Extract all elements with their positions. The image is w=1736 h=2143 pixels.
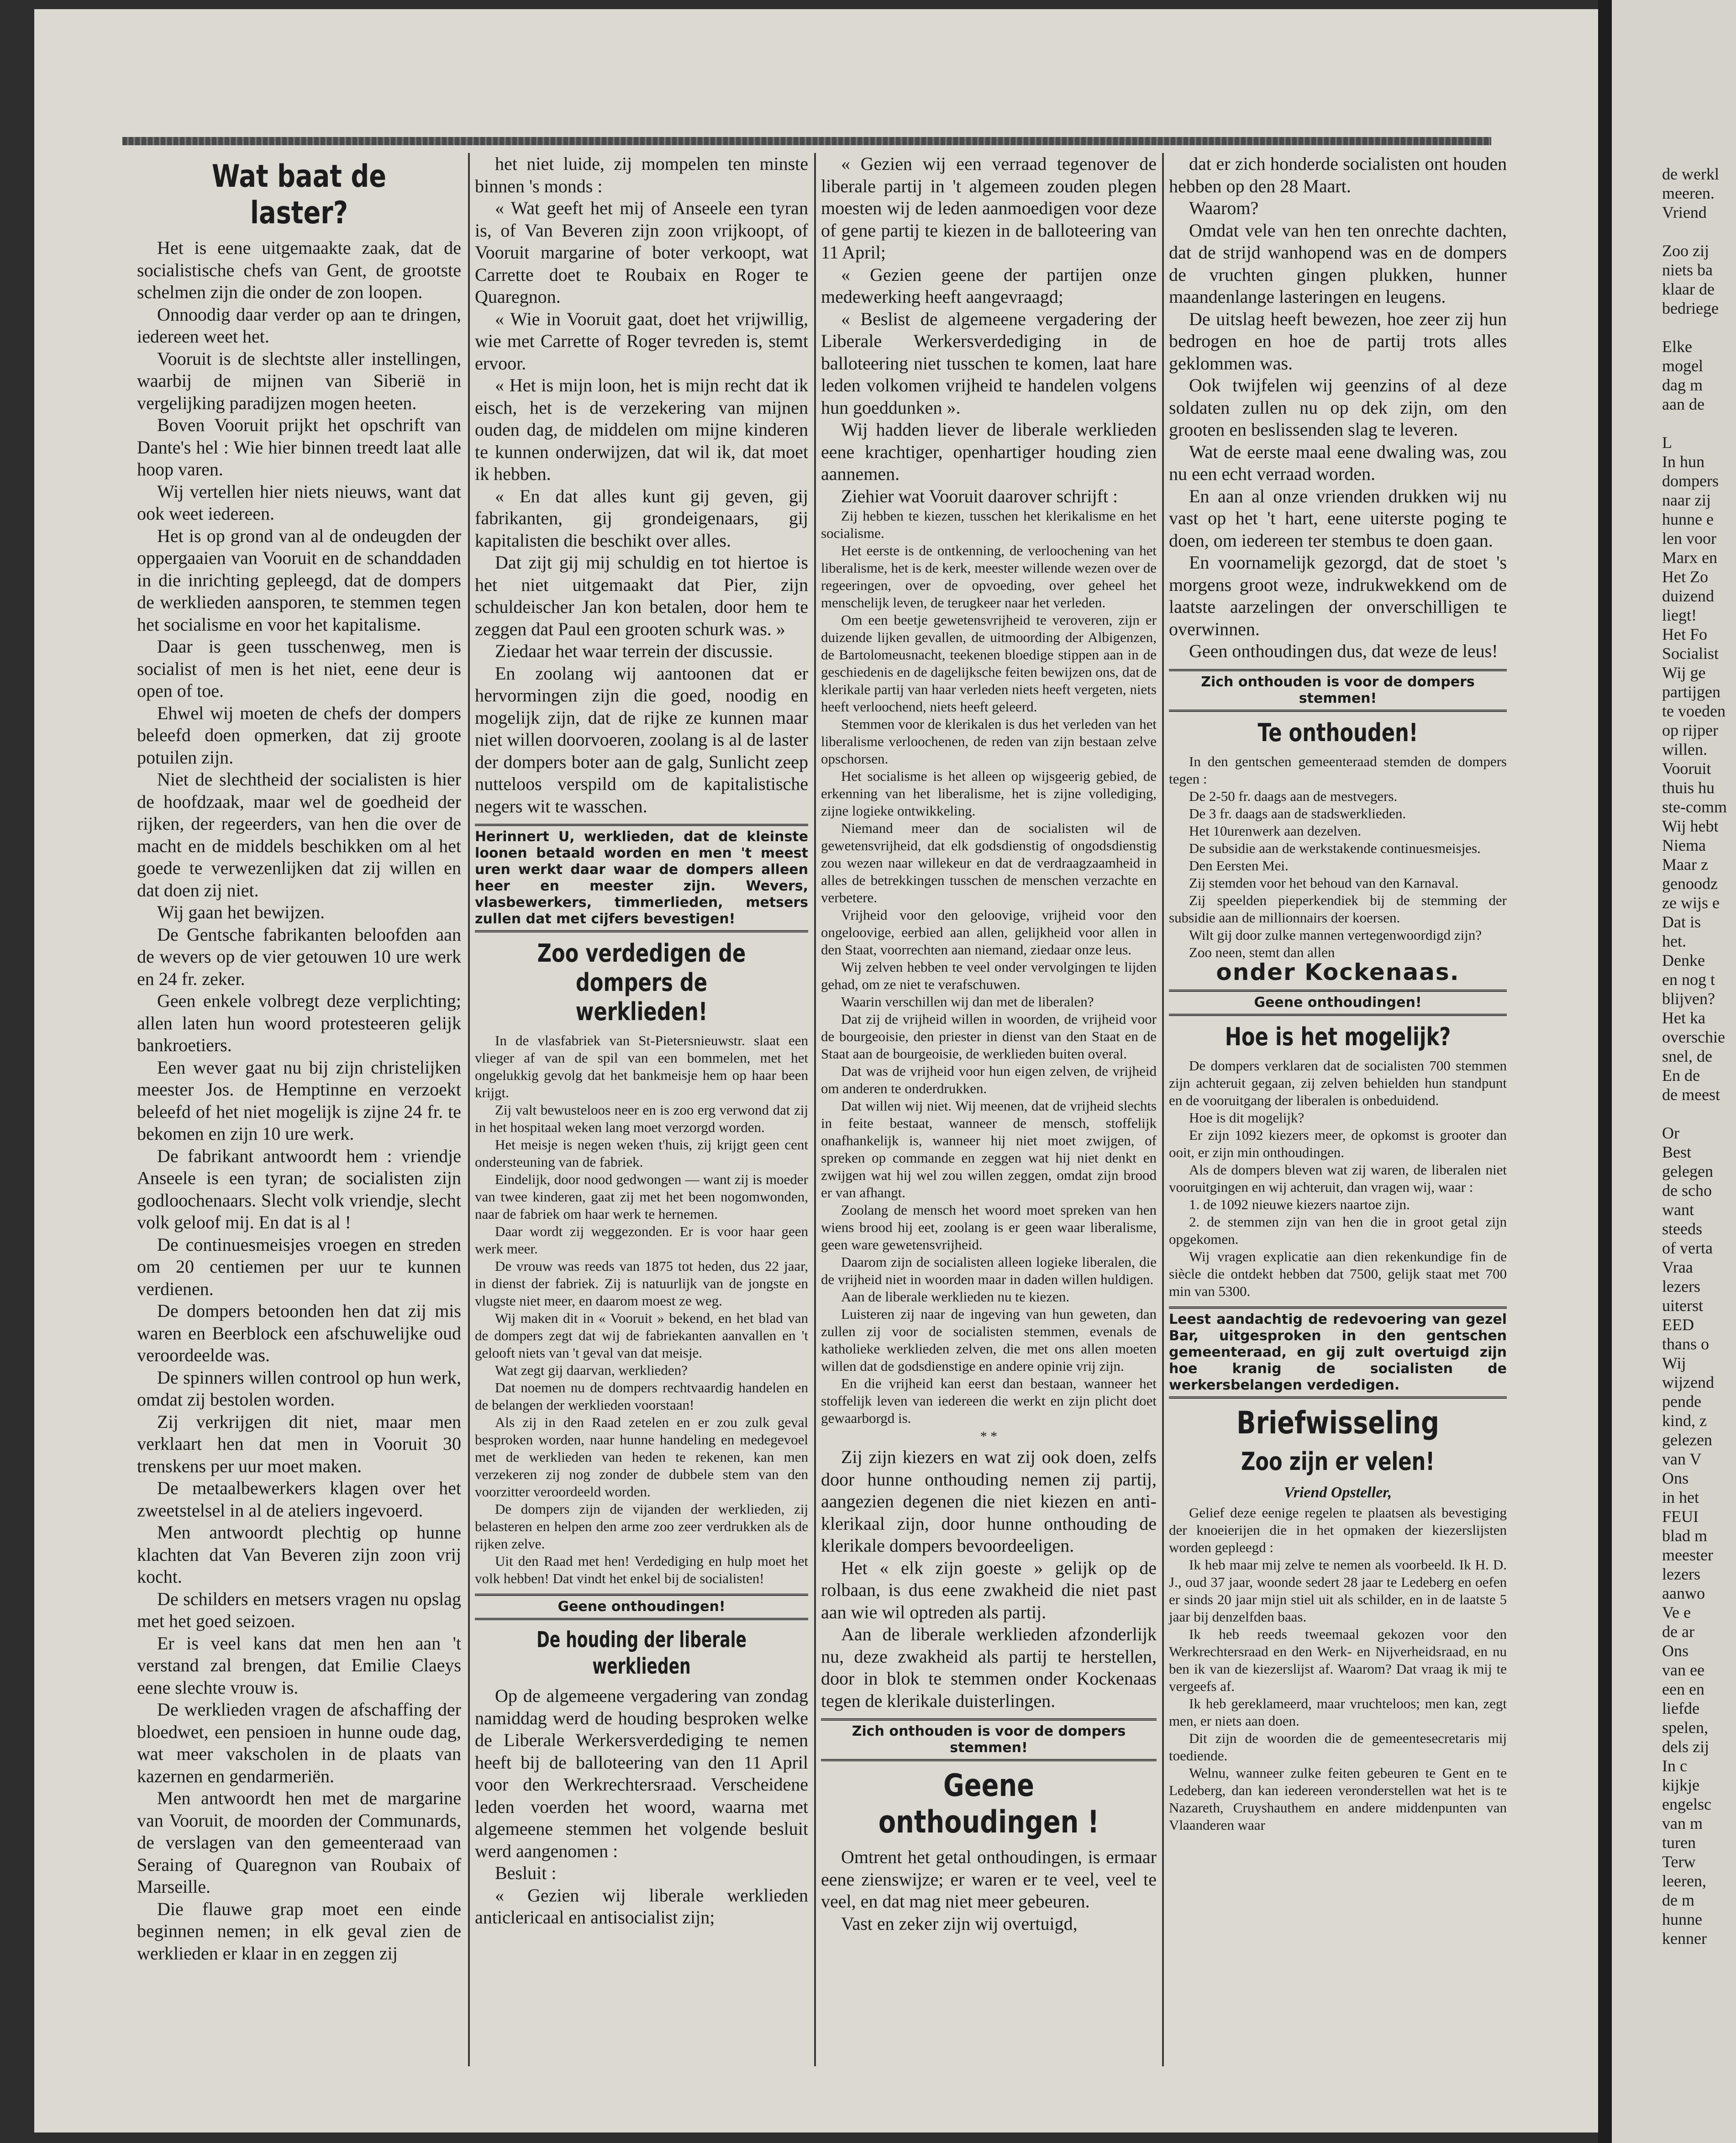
notice-box: Leest aandachtig de redevoering van gezel Bar, uitgesproken in den gentschen gemeenteraad, en gij zult overtuigd zijn hoe kranig de socialisten de werkersbelangen verdedigen. — [1169, 1306, 1507, 1399]
text-fragment: turen — [1662, 1833, 1696, 1852]
paragraph: « En dat alles kunt gij geven, gij fabrikanten, gij grondeigenaars, gij kapitalisten die beschikt over alles. — [475, 485, 808, 551]
text-fragment: Vraa — [1662, 1258, 1693, 1276]
paragraph: Welnu, wanneer zulke feiten gebeuren te Gent en te Ledeberg, dan kan iedereen veronderstellen wat het is te Nazareth, Cruyshauthem en andere middenpunten van Vlaanderen waar — [1169, 1764, 1507, 1833]
paragraph: Ook twijfelen wij geenzins of al deze soldaten zullen nu op dek zijn, om den grooten en beslissenden slag te leveren. — [1169, 375, 1507, 440]
paragraph: En zoolang wij aantoonen dat er hervormingen zijn die goed, noodig en mogelijk zijn, dat de rijke ze kunnen maar niet willen doorvoeren, zoolang is al de laster der dompers boter aan de galg, Sunlicht zeep nutteloos verspild om de kapitalistische negers wit te wasschen. — [475, 663, 808, 816]
paragraph: 1. de 1092 nieuwe kiezers naartoe zijn. — [1189, 1196, 1410, 1212]
text-fragment: lezers — [1662, 1277, 1700, 1295]
paragraph: Het is eene uitgemaakte zaak, dat de socialistische chefs van Gent, de grootste schelmen zijn die onder de zon loopen. — [137, 237, 461, 302]
notice-box: Zich onthouden is voor de dompers stemmen! — [821, 1718, 1157, 1761]
paragraph: Waarin verschillen wij dan met de liberalen? — [841, 994, 1094, 1010]
paragraph: De continuesmeisjes vroegen en streden om 20 centiemen per uur te kunnen verdienen. — [137, 1234, 461, 1299]
text-fragment: In hun — [1662, 453, 1704, 471]
text-fragment: Socialist — [1662, 644, 1719, 663]
text-fragment: uiterst — [1662, 1296, 1703, 1315]
text-fragment: hunne — [1662, 1910, 1702, 1928]
paragraph: « Gezien wij liberale werklieden anticlericaal en antisocialist zijn; — [475, 1885, 808, 1927]
paragraph: Er is veel kans dat men hen aan 't verstand zal brengen, dat Emilie Claeys eene slechte vrouw is. — [137, 1632, 461, 1698]
paragraph: 2. de stemmen zijn van hen die in groot getal zijn opgekomen. — [1169, 1214, 1507, 1247]
article-body — [1169, 153, 1507, 663]
text-fragment: gelezen — [1662, 1431, 1712, 1449]
paragraph: In de vlasfabriek van St-Pietersnieuwstr. slaat een vlieger af van de spil van een bommelen, met het ongelukkig gevolg dat het bankmeisje hem op haar been krijgt. — [475, 1032, 808, 1100]
text-fragment: Niema — [1662, 836, 1706, 854]
header-rule — [122, 137, 1491, 145]
paragraph: In den gentschen gemeenteraad stemden de dompers tegen : — [1169, 753, 1507, 787]
article-title: Zoo verdedigen de dompers de werklieden! — [537, 939, 746, 1026]
text-fragment: Or — [1662, 1124, 1679, 1142]
text-fragment: blijven? — [1662, 990, 1715, 1008]
paragraph: De werklieden vragen de afschaffing der bloedwet, een pensioen in hunne oude dag, wat meer vakscholen in de plaats van kazernen en gendarmeriën. — [137, 1699, 461, 1786]
text-fragment: spelen, — [1662, 1718, 1708, 1737]
text-fragment: partijgen — [1662, 683, 1720, 701]
article-body — [1169, 1057, 1507, 1300]
paragraph: De schilders en metsers vragen nu opslag met het goed seizoen. — [137, 1588, 461, 1631]
text-fragment: leeren, — [1662, 1872, 1706, 1890]
paragraph: Wij vertellen hier niets nieuws, want dat ook weet iedereen. — [137, 481, 461, 524]
text-fragment: FEUI — [1662, 1507, 1699, 1526]
paragraph: Wij hadden liever de liberale werklieden eene krachtiger, openhartiger houding zien aannemen. — [821, 419, 1157, 484]
text-fragment: pende — [1662, 1392, 1701, 1411]
paragraph: Als de dompers bleven wat zij waren, de liberalen niet vooruitgingen en wij achteruit, dan vragen wij, waar : — [1169, 1162, 1507, 1195]
article-body — [475, 1685, 808, 1929]
paragraph: Het meisje is negen weken t'huis, zij krijgt geen cent ondersteuning van de fabriek. — [475, 1137, 808, 1170]
text-fragment: aan de — [1662, 395, 1704, 413]
paragraph: Het socialisme is het alleen op wijsgeerig gebied, de erkenning van het liberalisme, het is zijne vollediging, zijne logieke ontwikkeling. — [821, 768, 1157, 819]
paragraph: De dompers betoonden hen dat zij mis waren en Beerblock een afschuwelijke oud veroordeelde was. — [137, 1301, 461, 1365]
paragraph: De Gentsche fabrikanten beloofden aan de wevers op de vier getouwen 10 ure werk en 24 fr. zeker. — [137, 924, 461, 989]
text-fragment: Dat is — [1662, 913, 1701, 931]
text-fragment: In c — [1662, 1757, 1687, 1775]
article-title: Geene onthoudingen ! — [878, 1768, 1099, 1840]
paragraph: De 2-50 fr. daags aan de mestvegers. — [1189, 788, 1398, 804]
text-fragment: de ar — [1662, 1622, 1694, 1641]
article-body — [821, 1846, 1157, 1935]
paragraph: Daarom zijn de socialisten alleen logieke liberalen, die de vrijheid niet in woorden maar in daden willen huldigen. — [821, 1254, 1157, 1287]
paragraph: Zij hebben te kiezen, tusschen het klerikalisme en het socialisme. — [821, 508, 1157, 541]
article-title: De houding der liberale werklieden — [537, 1627, 747, 1679]
text-fragment: Maar z — [1662, 855, 1708, 874]
paragraph: De 3 fr. daags aan de stadswerklieden. — [1189, 805, 1406, 821]
text-fragment: van V — [1662, 1450, 1702, 1468]
paragraph: Wij zelven hebben te veel onder vervolgingen te lijden gehad, om ze niet te verafschuwen. — [821, 959, 1157, 992]
text-fragment: kenner — [1662, 1929, 1707, 1948]
section-title: Briefwisseling — [1236, 1405, 1439, 1441]
text-fragment: thuis hu — [1662, 779, 1715, 797]
text-fragment: Zoo zij — [1662, 242, 1709, 260]
text-fragment: kind, z — [1662, 1411, 1707, 1430]
text-fragment: op rijper — [1662, 721, 1718, 739]
paragraph: Omtrent het getal onthoudingen, is ermaar eene zienswijze; er waren er te veel, veel te veel, en dat mag niet meer gebeuren. — [821, 1847, 1157, 1911]
paragraph: Om een beetje gewetensvrijheid te veroveren, zijn er duizende lijken gevallen, de uitmoording der Albigenzen, de Bartolomeusnacht, teekenen bloedige stippen aan in de geschiedenis en de dagelijksche feiten bewijzen ons, dat de klerikale partij van haar verleden niets heeft vergeten, niets heeft verloochend, niets heeft geleerd. — [821, 612, 1157, 715]
paragraph: Waarom? — [1189, 198, 1259, 218]
text-fragment: het. — [1662, 932, 1686, 950]
column-2 — [475, 153, 808, 1929]
text-fragment: len voor — [1662, 529, 1716, 548]
salutation: Vriend Opsteller, — [1284, 1484, 1392, 1501]
text-fragment: dels zij — [1662, 1738, 1709, 1756]
text-fragment: engelsc — [1662, 1795, 1711, 1813]
paragraph: Ziehier wat Vooruit daarover schrijft : — [841, 485, 1118, 506]
paragraph: Aan de liberale werklieden nu te kiezen. — [841, 1289, 1070, 1305]
paragraph: Op de algemeene vergadering van zondag namiddag werd de houding besproken welke de Liberale Werkersverdediging te nemen heeft bij de balloteering van den 11 April voor den Werkrechtersraad. Verscheidene leden voerden het woord, waarna met algemeene stemmen het volgende besluit werd aangenomen : — [475, 1685, 808, 1861]
paragraph: Zoolang de mensch het woord moet spreken van hen wiens brood hij eet, zoolang is er geen waar liberalisme, geen ware gewetensvrijheid. — [821, 1202, 1157, 1253]
paragraph: Uit den Raad met hen! Verdediging en hulp moet het volk hebben! Dat vindt het enkel bij de socialisten! — [475, 1553, 808, 1586]
paragraph: Ik heb maar mij zelve te nemen als voorbeeld. Ik H. D. J., oud 37 jaar, woonde sedert 28 jaar te Ledeberg en oefen er sinds 20 jaar mijn stiel uit als schilder, en in de laatste 5 jaar bij denzelfden baas. — [1169, 1556, 1507, 1625]
paragraph: Ziedaar het waar terrein der discussie. — [495, 641, 773, 661]
paragraph: Een wever gaat nu bij zijn christelijken meester Jos. de Hemptinne en verzoekt beleefd of het niet mogelijk is zijne 24 fr. te bekomen en zijn 10 ure werk. — [137, 1057, 461, 1144]
paragraph: Wat zegt gij daarvan, werklieden? — [495, 1362, 688, 1378]
text-fragment: meeren. — [1662, 184, 1715, 202]
text-fragment: naar zij — [1662, 491, 1711, 509]
text-fragment: Ve e — [1662, 1603, 1691, 1622]
paragraph: Ik heb gereklameerd, maar vruchteloos; men kan, zegt men, er niets aan doen. — [1169, 1695, 1507, 1729]
text-fragment: kijkje — [1662, 1776, 1699, 1794]
text-fragment: meester — [1662, 1546, 1713, 1564]
text-fragment: de werkl — [1662, 165, 1719, 183]
text-fragment: Best — [1662, 1143, 1692, 1161]
text-fragment: Wij hebt — [1662, 817, 1719, 835]
column-rule — [1162, 153, 1164, 2066]
paragraph: Luisteren zij naar de ingeving van hun geweten, dan zullen zij voor de socialisten stemmen, evenals de katholieke werklieden zelven, die met ons allen moeten willen dat de godsdienstige en andere opinie vrij zijn. — [821, 1306, 1157, 1374]
text-fragment: lezers — [1662, 1565, 1700, 1583]
article-title: Te onthouden! — [1257, 718, 1418, 747]
article-body — [1169, 753, 1507, 961]
article-title: Zoo zijn er velen! — [1241, 1447, 1435, 1476]
column-rule — [468, 153, 470, 2066]
article-body — [475, 1032, 808, 1587]
paragraph: Ehwel wij moeten de chefs der dompers beleefd doen opmerken, dat zij groote potuilen zijn. — [137, 702, 461, 768]
text-fragment: klaar de — [1662, 280, 1715, 298]
text-fragment: ste-comm — [1662, 798, 1727, 816]
paragraph: Aan de liberale werklieden afzonderlijk nu, deze zwakheid als partij te herstellen, door in blok te stemmen onder Kockenaas tegen de klerikale duisterlingen. — [821, 1624, 1157, 1711]
candidate-name: onder Kockenaas. — [1216, 958, 1460, 985]
paragraph: Wij maken dit in « Vooruit » bekend, en het blad van de dompers zegt dat wij de fabriekanten aanvallen en 't gelooft niets van 't geval van dat meisje. — [475, 1310, 808, 1361]
notice-box: Geene onthoudingen! — [475, 1594, 808, 1620]
paragraph: Niet de slechtheid der socialisten is hier de hoofdzaak, maar wel de goedheid der rijken, der regeerders, van hen die over de macht en de middels beschikken om al het goede te verwezenlijken dat zij willen en dat doen zij niet. — [137, 769, 461, 900]
paragraph: Daar wordt zij weggezonden. Er is voor haar geen werk meer. — [475, 1223, 808, 1257]
text-fragment: de m — [1662, 1891, 1694, 1909]
paragraph: Het eerste is de ontkenning, de verloochening van het liberalisme, het is de kerk, meester willende wezen over de regeeringen, over de opvoeding, over geheel het menschelijk leven, de terugkeer naar het verleden. — [821, 542, 1157, 611]
paragraph: Men antwoordt plechtig op hunne klachten dat Van Beveren zijn zoon vrij kocht. — [137, 1522, 461, 1587]
text-fragment: Het Zo — [1662, 568, 1708, 586]
paragraph: Niemand meer dan de socialisten wil de gewetensvrijheid, dat elk godsdienstig of ongodsdienstig zou wezen naar willekeur en dat de verdraagzaamheid in alles de betrekkingen tusschen de menschen verzachte en verbetere. — [821, 820, 1157, 906]
text-fragment: de scho — [1662, 1181, 1712, 1200]
paragraph: De fabrikant antwoordt hem : vriendje Anseele is een tyran; de socialisten zijn godloochenaars. Slecht volk vriendje, slecht volk geloof mij. En dat is al ! — [137, 1145, 461, 1232]
text-fragment: en nog t — [1662, 970, 1715, 989]
text-fragment: Elke — [1662, 337, 1692, 356]
paragraph: Omdat vele van hen ten onrechte dachten, dat de strijd wanhopend was en de dompers de vruchten gingen plukken, hunner maandenlange lasteringen en leugens. — [1169, 220, 1507, 307]
paragraph: « Gezien wij een verraad tegenover de liberale partij in 't algemeen zouden plegen moesten wij de leden aanmoedigen voor deze of gene partij te kiezen in de balloteering van 11 April; — [821, 153, 1157, 263]
text-fragment: dag m — [1662, 376, 1703, 394]
text-fragment: in het — [1662, 1488, 1699, 1506]
paragraph: Dat zijt gij mij schuldig en tot hiertoe is het niet uitgemaakt dat Pier, zijn schuldeischer Jan kon betalen, door hem te zeggen dat Paul een grooten schurk was. » — [475, 552, 808, 639]
paragraph: Zij zijn kiezers en wat zij ook doen, zelfs door hunne onthouding nemen zij partij, aangezien degenen die niet kiezen en anti-klerikaal zijn, door hunne onthouding de klerikale dompers bevoordeeligen. — [821, 1447, 1157, 1556]
paragraph: De uitslag heeft bewezen, hoe zeer zij hun bedrogen en hoe de partij trots alles geklommen was. — [1169, 308, 1507, 374]
paragraph: Wij vragen explicatie aan dien rekenkundige fin de siècle die ontdekt hebben dat 7500, gelijk staat met 700 min van 5300. — [1169, 1248, 1507, 1299]
paragraph: het niet luide, zij mompelen ten minste binnen 's monds : — [475, 153, 808, 196]
text-fragment: overschie — [1662, 1028, 1725, 1046]
text-fragment: mogel — [1662, 357, 1703, 375]
paragraph: Stemmen voor de klerikalen is dus het verleden van het liberalisme verloochenen, de reden van zijn bestaan zelve opschorsen. — [821, 716, 1157, 767]
text-fragment: Denke — [1662, 951, 1705, 969]
paragraph: En aan al onze vrienden drukken wij nu vast op het 't hart, eene uiterste poging te doen, om iedereen ter stembus te doen gaan. — [1169, 485, 1507, 551]
paragraph: De vrouw was reeds van 1875 tot heden, dus 22 jaar, in dienst der fabriek. Zij is natuurlijk van de jongste en vlugste niet meer, en daarom moest ze weg. — [475, 1258, 808, 1309]
article-title: Wat baat de laster? — [211, 158, 387, 231]
paragraph: Dat was de vrijheid voor hun eigen zelven, de vrijheid om anderen te onderdrukken. — [821, 1063, 1157, 1096]
article-body — [821, 153, 1157, 507]
text-fragment: liegt! — [1662, 606, 1697, 624]
text-fragment: hunne e — [1662, 510, 1714, 528]
paragraph: Gelief deze eenige regelen te plaatsen als bevestiging der knoeierijen die in het opmaken der kiezerslijsten worden gepleegd : — [1169, 1504, 1507, 1555]
paragraph: Zij valt bewusteloos neer en is zoo erg verwond dat zij in het hospitaal weken lang moet verzorgd worden. — [475, 1102, 808, 1135]
paragraph: Daar is geen tusschenweg, men is socialist of men is het niet, eene deur is open of toe. — [137, 636, 461, 701]
paragraph: Het « elk zijn goeste » gelijk op de rolbaan, is dus eene zwakheid die niet past aan wie wil optreden als partij. — [821, 1557, 1157, 1622]
paragraph: Vast en zeker zijn wij overtuigd, — [841, 1913, 1078, 1934]
text-fragment: van m — [1662, 1814, 1703, 1832]
text-fragment: thans o — [1662, 1335, 1709, 1353]
paragraph: Wij gaan het bewijzen. — [157, 902, 325, 922]
paragraph: « Beslist de algemeene vergadering der Liberale Werkersverdediging in de balloteering niet tusschen te komen, laat hare leden volkomen vrijheid te handelen volgens hun goeddunken ». — [821, 308, 1157, 418]
paragraph: De subsidie aan de werkstakende continuesmeisjes. — [1189, 840, 1481, 856]
article-body — [1169, 1504, 1507, 1834]
notice-box: Herinnert U, werklieden, dat de kleinste loonen betaald worden en men 't meest uren werkt daar waar de dompers alleen heer en meester zijn. Wevers, vlasbewerkers, timmerlieden, metsers zullen dat met cijfers bevestigen! — [475, 824, 808, 932]
text-fragment: te voeden — [1662, 702, 1725, 720]
paragraph: Vrijheid voor den geloovige, vrijheid voor den ongeloovige, eerbied aan allen, gelijkheid voor allen in den Staat, voorrechten aan niemand, ziedaar onze leus. — [821, 907, 1157, 958]
paragraph: Als zij in den Raad zetelen en er zou zulk geval besproken worden, naar hunne handeling en medegevoel met de werklieden van heden te rekenen, kan men verzekeren zij nog zonder de dubbele stem van den voorzitter veroordeeld worden. — [475, 1414, 808, 1500]
text-fragment: ze wijs e — [1662, 894, 1720, 912]
text-fragment: Ons — [1662, 1642, 1689, 1660]
article-body — [821, 1446, 1157, 1712]
paragraph: « Het is mijn loon, het is mijn recht dat ik eisch, het is de verzekering van mijnen ouden dag, de middelen om mijne kinderen te kunnen onderwijzen, dat wil ik, dat moet ik hebben. — [475, 375, 808, 484]
text-fragment: liefde — [1662, 1699, 1699, 1717]
column-4 — [1169, 153, 1507, 1834]
paragraph: De dompers verklaren dat de socialisten 700 stemmen zijn achteruit gegaan, zij zelven behielden hun standpunt en de vooruitgang der liberalen is onbeduidend. — [1169, 1058, 1507, 1108]
paragraph: Geen onthoudingen dus, dat weze de leus! — [1189, 641, 1498, 661]
paragraph: De metaalbewerkers klagen over het zweetstelsel in al de ateliers ingevoerd. — [137, 1478, 461, 1521]
paragraph: Men antwoordt hen met de margarine van Vooruit, de moorden der Communards, de verslagen van den gemeenteraad van Seraing of Quaregnon van Roubaix of Marseille. — [137, 1788, 461, 1897]
paragraph: Wilt gij door zulke mannen vertegenwoordigd zijn? — [1189, 927, 1482, 943]
paragraph: Zij speelden pieperkendiek bij de stemming der subsidie aan de millionnairs der koersen. — [1169, 892, 1507, 926]
text-fragment: L — [1662, 433, 1672, 452]
paragraph: Besluit : — [495, 1863, 557, 1883]
text-fragment: gelegen — [1662, 1162, 1713, 1180]
text-fragment: Terw — [1662, 1853, 1696, 1871]
paragraph: Onnoodig daar verder op aan te dringen, iedereen weet het. — [137, 304, 461, 347]
paragraph: Hoe is dit mogelijk? — [1189, 1110, 1305, 1126]
paragraph: Er zijn 1092 kiezers meer, de opkomst is grooter dan ooit, er zijn min onthoudingen. — [1169, 1127, 1507, 1160]
paragraph: En die vrijheid kan eerst dan bestaan, wanneer het stoffelijk leven van iedereen die werkt en zijn plicht doet gewaarborgd is. — [821, 1375, 1157, 1426]
article-title: Hoe is het mogelijk? — [1225, 1022, 1451, 1051]
text-fragment: wijzend — [1662, 1373, 1714, 1391]
text-fragment: Wij — [1662, 1354, 1686, 1372]
separator: * * — [980, 1429, 998, 1444]
text-fragment: blad m — [1662, 1527, 1707, 1545]
text-fragment: snel, de — [1662, 1047, 1712, 1065]
text-fragment: Marx en — [1662, 548, 1717, 567]
paragraph: Dit zijn de woorden die de gemeentesecretaris mij toediende. — [1169, 1730, 1507, 1764]
text-fragment: een en — [1662, 1680, 1704, 1698]
paragraph: Eindelijk, door nood gedwongen — want zij is moeder van twee kinderen, gaat zij met het been nogomwonden, naar de fabriek om haar werk te hernemen. — [475, 1171, 808, 1222]
paragraph: En voornamelijk gezorgd, dat de stoet 's morgens groot weze, indrukwekkend om de laatste aarzelingen der onverschilligen te overwinnen. — [1169, 552, 1507, 639]
text-fragment — [1662, 318, 1735, 337]
paragraph: Dat willen wij niet. Wij meenen, dat de vrijheid slechts in feite bestaat, wanneer de mensch, stoffelijk onafhankelijk is, wanneer hij niet moet zwijgen, of spreken op commande en zeggen wat hij niet denkt en zwijgen wat hij wel zou willen zeggen, omdat zijn brood er van afhangt. — [821, 1098, 1157, 1201]
paragraph: Wat de eerste maal eene dwaling was, zou nu een echt verraad worden. — [1169, 441, 1507, 484]
text-fragment: Ons — [1662, 1469, 1689, 1487]
text-fragment — [1662, 414, 1735, 433]
text-fragment — [1662, 1104, 1735, 1123]
paragraph: Die flauwe grap moet een einde beginnen nemen; in elk geval zien de werklieden er klaar in en zeggen zij — [137, 1898, 461, 1964]
column-1 — [137, 153, 461, 1964]
paragraph: Ik heb reeds tweemaal gekozen voor den Werkrechtersraad en den Werk- en Nijverheidsraad, en nu ben ik van de kiezerslijst af. Waarom? Dat vraag ik mij te vergeefs af. — [1169, 1626, 1507, 1694]
text-fragment: van ee — [1662, 1661, 1704, 1679]
text-fragment: Het ka — [1662, 1009, 1705, 1027]
column-rule — [814, 153, 816, 2066]
paragraph: « Gezien geene der partijen onze medewerking heeft aangevraagd; — [821, 264, 1157, 307]
paragraph: Zij verkrijgen dit niet, maar men verklaart hen dat men in Vooruit 30 trenskens per uur moet maken. — [137, 1411, 461, 1476]
paragraph: De dompers zijn de vijanden der werklieden, zij belasteren en helpen den arme zoo zeer verdrukken als de rijken zelve. — [475, 1501, 808, 1552]
paragraph: dat er zich honderde socialisten ont houden hebben op den 28 Maart. — [1169, 153, 1507, 196]
next-page-text — [1662, 164, 1735, 1948]
paragraph: Het 10urenwerk aan dezelven. — [1189, 822, 1361, 839]
paragraph: Zij stemden voor het behoud van den Karnaval. — [1189, 874, 1459, 891]
text-fragment: Wij ge — [1662, 663, 1706, 682]
text-fragment: dompers — [1662, 472, 1719, 490]
text-fragment: bedriege — [1662, 299, 1719, 317]
text-fragment: duizend — [1662, 587, 1714, 605]
text-fragment: En de — [1662, 1066, 1700, 1085]
paragraph: Geen enkele volbregt deze verplichting; allen laten hun woord protesteeren gelijk bankroetiers. — [137, 990, 461, 1055]
paragraph: Boven Vooruit prijkt het opschrift van Dante's hel : Wie hier binnen treedt laat alle hoop varen. — [137, 415, 461, 479]
article-body — [475, 153, 808, 817]
article-body — [821, 507, 1157, 1427]
paragraph: « Wat geeft het mij of Anseele een tyran is, of Van Beveren zijn zoon vrijkoopt, of Vooruit margarine of boter verkoopt, wat Carrette doet te Roubaix en Roger te Quaregnon. — [475, 198, 808, 307]
paragraph: Het is op grond van al de ondeugden der oppergaaien van Vooruit en de schanddaden in die inrichting gepleegd, dat de dompers de werklieden aansporen, te stemmen tegen het socialisme en voor het kapitalisme. — [137, 525, 461, 635]
paragraph: De spinners willen controol op hun werk, omdat zij bestolen worden. — [137, 1367, 461, 1410]
notice-box: Geene onthoudingen! — [1169, 990, 1507, 1016]
paragraph: Vooruit is de slechtste aller instellingen, waarbij de mijnen van Siberië in vergelijking paradijzen mogen heeten. — [137, 348, 461, 413]
text-fragment: want — [1662, 1201, 1694, 1219]
paragraph: « Wie in Vooruit gaat, doet het vrijwillig, wie met Carrette of Roger tevreden is, stemt ervoor. — [475, 308, 808, 374]
text-fragment: Vooruit — [1662, 759, 1711, 778]
paragraph: Dat noemen nu de dompers rechtvaardig handelen en de belangen der werklieden voorstaan! — [475, 1380, 808, 1413]
text-fragment: EED — [1662, 1316, 1694, 1334]
text-fragment: aanwo — [1662, 1584, 1705, 1602]
page-gutter — [1598, 0, 1614, 2143]
text-fragment: de meest — [1662, 1085, 1720, 1104]
text-fragment: niets ba — [1662, 261, 1713, 279]
text-fragment: willen. — [1662, 740, 1707, 758]
article-body — [137, 237, 461, 1964]
paragraph: Den Eersten Mei. — [1189, 857, 1289, 874]
text-fragment — [1662, 222, 1735, 241]
text-fragment: steeds — [1662, 1220, 1702, 1238]
text-fragment: Vriend — [1662, 203, 1707, 221]
text-fragment: of verta — [1662, 1239, 1713, 1257]
notice-box: Zich onthouden is voor de dompers stemmen! — [1169, 669, 1507, 712]
paragraph: Zoo neen, stemt dan allen — [1189, 944, 1335, 960]
text-fragment: genoodz — [1662, 874, 1718, 893]
column-3 — [821, 153, 1157, 1935]
paragraph: Dat zij de vrijheid willen in woorden, de vrijheid voor de bourgeoisie, den priester in dienst van den Staat en de Staat aan de bourgeoisie, de werklieden buiten overal. — [821, 1011, 1157, 1062]
text-fragment: Het Fo — [1662, 625, 1707, 643]
